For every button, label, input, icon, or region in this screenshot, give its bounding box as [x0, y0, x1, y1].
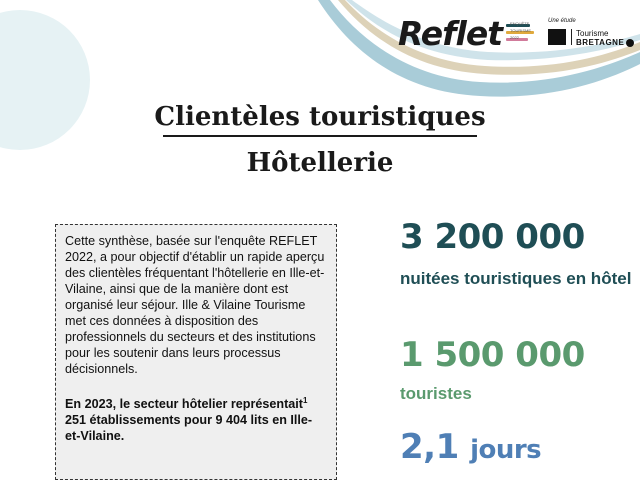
brand-sub-lines [506, 21, 536, 45]
partner-badge-icon [626, 39, 634, 47]
stat-days-value: 2,1 [400, 427, 459, 467]
page-subtitle: Hôtellerie [246, 148, 394, 178]
partner-name-line2: BRETAGNE [576, 38, 625, 47]
partner-name-line1: Tourisme [576, 29, 609, 38]
brand-sub-text: TOURISME [510, 28, 532, 33]
title-divider [163, 135, 477, 137]
intro-highlight: En 2023, le secteur hôtelier représentait$^1$ 251 établissements pour 9 404 lits en Ille-et-Vilaine. [65, 396, 313, 444]
partner-divider [571, 29, 572, 45]
header-logos [398, 14, 638, 58]
partner-flag-icon [548, 29, 566, 45]
brand-sub-text: 2022 [510, 35, 519, 40]
page-title: Clientèles touristiques [154, 102, 486, 132]
stat-days-unit: jours [470, 435, 542, 465]
brand-logo: Reflet [398, 14, 502, 53]
stat-tourists-value: 1 500 000 [400, 335, 585, 375]
intro-paragraph: Cette synthèse, basée sur l'enquête REFLET 2022, a pour objectif d'établir un rapide aperçu des clientèles fréquentant l'hôtellerie en Ille-et-Vilaine, ainsi que de la manière dont est organisé leur séjour. Ille & Vilaine Tourisme met ces données à disposition des professionnels du secteurs et des institutions pour les soutenir dans leurs processus décisionnels. [65, 234, 325, 376]
stat-tourists-label: touristes [400, 384, 472, 403]
partner-label: Une étude [548, 18, 576, 24]
stat-nights-label: nuitées touristiques en hôtel [400, 269, 632, 288]
stat-days [400, 427, 542, 467]
stat-nights-value: 3 200 000 [400, 217, 585, 257]
intro-box [55, 224, 337, 480]
brand-sub-text: ENQUÊTE [510, 21, 530, 26]
